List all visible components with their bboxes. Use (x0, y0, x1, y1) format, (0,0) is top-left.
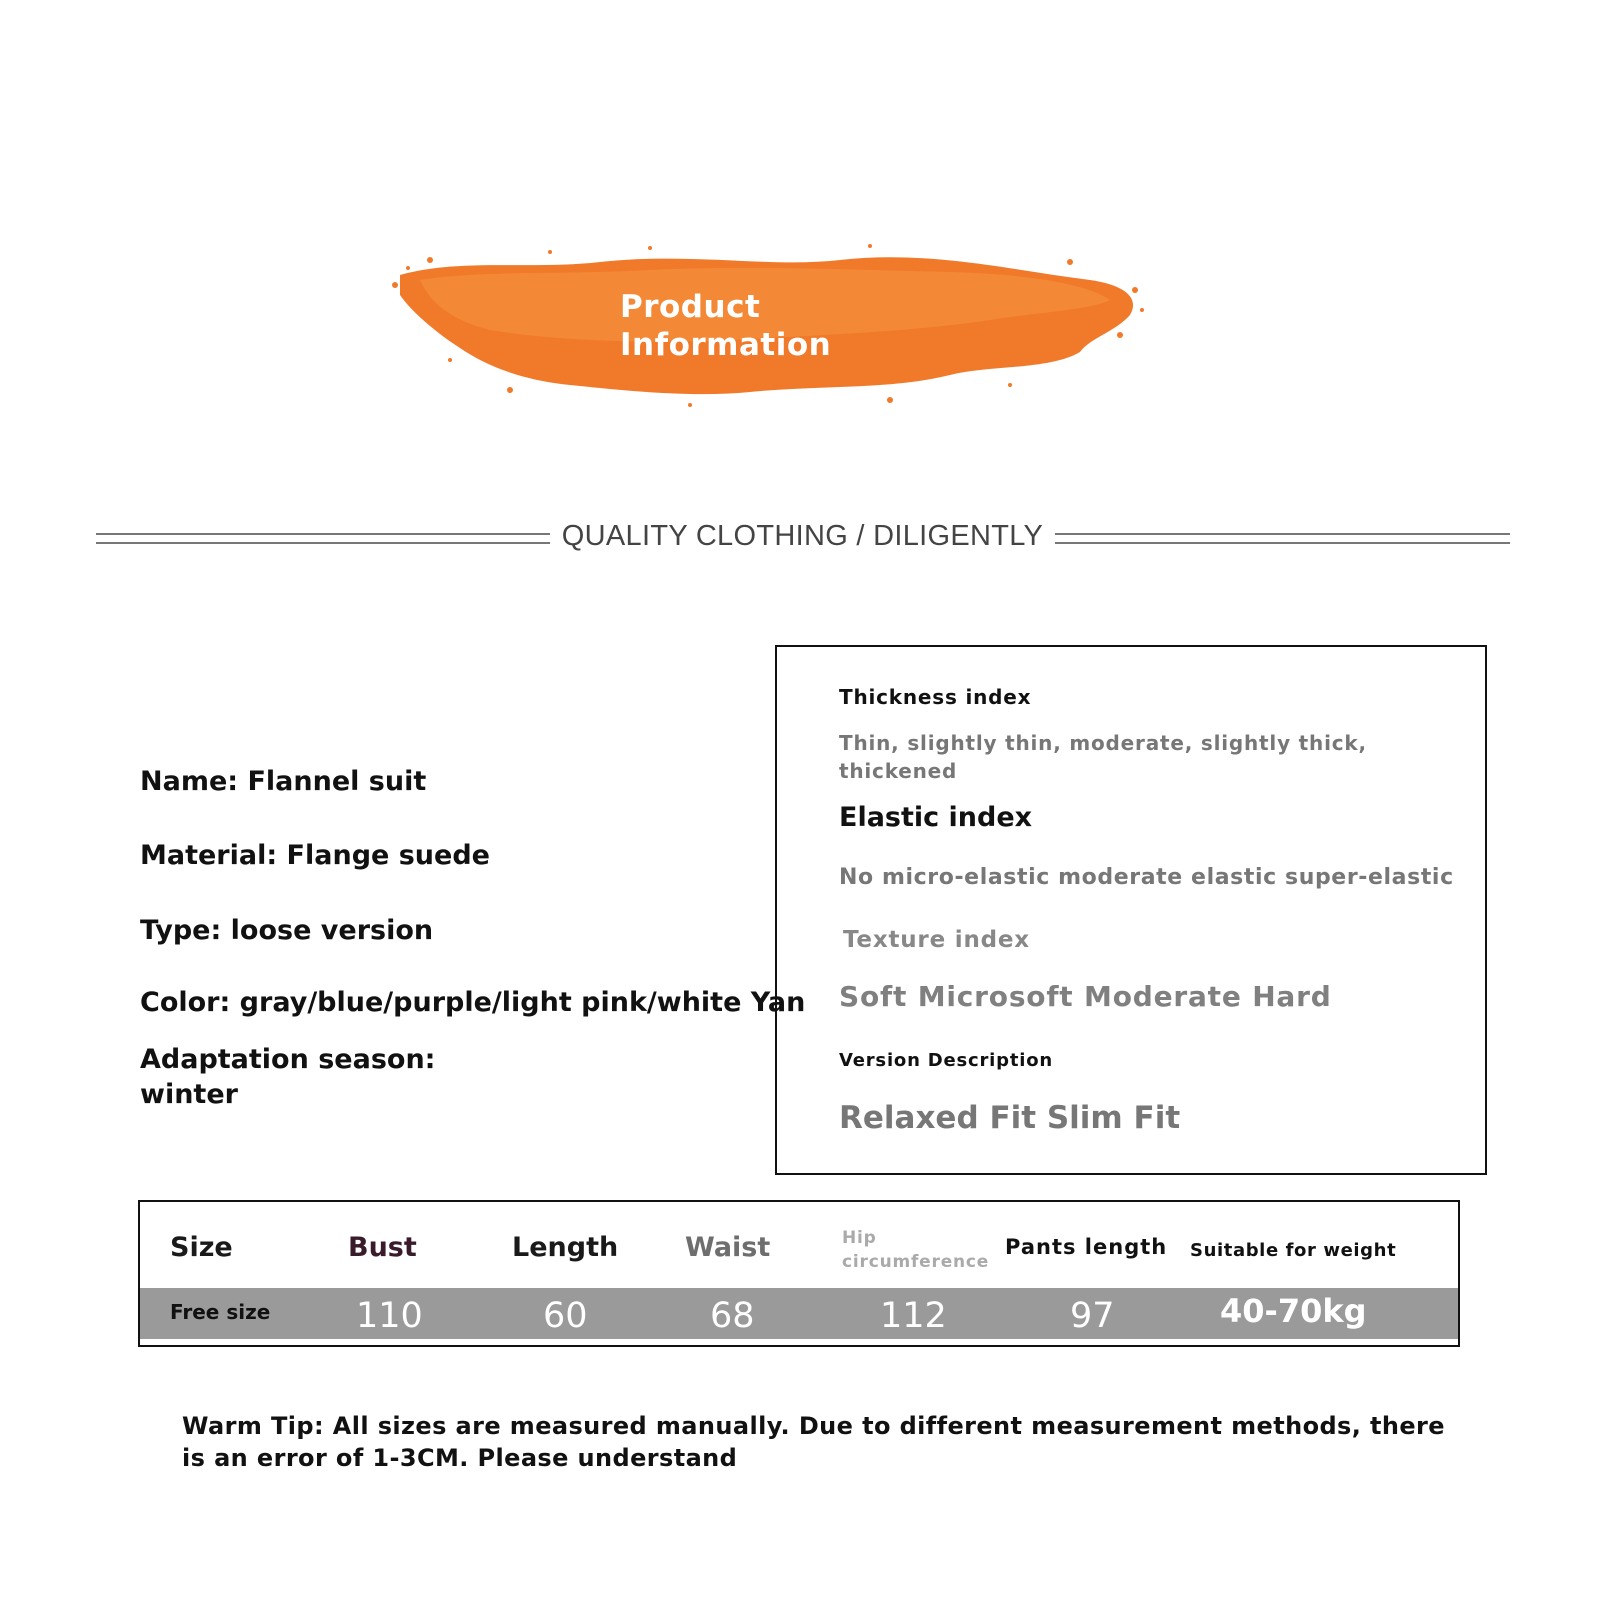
cell-hip-circumference: 112 (880, 1296, 947, 1336)
banner-title-line2: Information (620, 327, 832, 363)
size-table (138, 1200, 1460, 1347)
spec-name: Name: Flannel suit (140, 766, 427, 797)
cell-length: 60 (543, 1296, 588, 1336)
spec-type: Type: loose version (140, 915, 434, 946)
header-hip-circumference: Hip circumference (842, 1228, 990, 1272)
table-row (140, 1288, 1458, 1339)
divider-left (96, 533, 550, 544)
cell-waist: 68 (710, 1296, 755, 1336)
header-bust: Bust (348, 1232, 417, 1263)
table-header-row (140, 1202, 1458, 1288)
warm-tip: Warm Tip: All sizes are measured manually. Due to different measurement methods, there is an error of 1-3CM. Please understand (182, 1412, 1445, 1472)
header-pants-length: Pants length (1005, 1235, 1168, 1259)
version-description-label: Version Description (839, 1050, 1053, 1071)
elastic-index-label: Elastic index (839, 802, 1033, 833)
index-box (775, 645, 1487, 1175)
cell-bust: 110 (356, 1296, 423, 1336)
cell-suitable-weight: 40-70kg (1220, 1292, 1367, 1330)
header-waist: Waist (685, 1232, 771, 1263)
version-description-values: Relaxed Fit Slim Fit (839, 1100, 1181, 1136)
header-size: Size (170, 1232, 233, 1263)
tagline: QUALITY CLOTHING / DILIGENTLY (561, 520, 1044, 552)
header-length: Length (512, 1232, 619, 1263)
texture-index-label: Texture index (843, 927, 1030, 953)
thickness-index-values: Thin, slightly thin, moderate, slightly thick, thickened (839, 731, 1367, 783)
divider-right (1055, 533, 1510, 544)
thickness-index-label: Thickness index (839, 685, 1032, 709)
texture-index-values: Soft Microsoft Moderate Hard (839, 980, 1332, 1013)
spec-season: Adaptation season: winter (140, 1044, 436, 1110)
spec-color: Color: gray/blue/purple/light pink/white Yan (140, 987, 806, 1018)
header-suitable-weight: Suitable for weight (1190, 1240, 1397, 1261)
spec-material: Material: Flange suede (140, 840, 490, 871)
banner-title-line1: Product (620, 289, 761, 325)
elastic-index-values: No micro-elastic moderate elastic super-elastic (839, 865, 1454, 890)
banner-title (620, 288, 831, 364)
cell-size: Free size (170, 1300, 271, 1324)
cell-pants-length: 97 (1070, 1296, 1115, 1336)
